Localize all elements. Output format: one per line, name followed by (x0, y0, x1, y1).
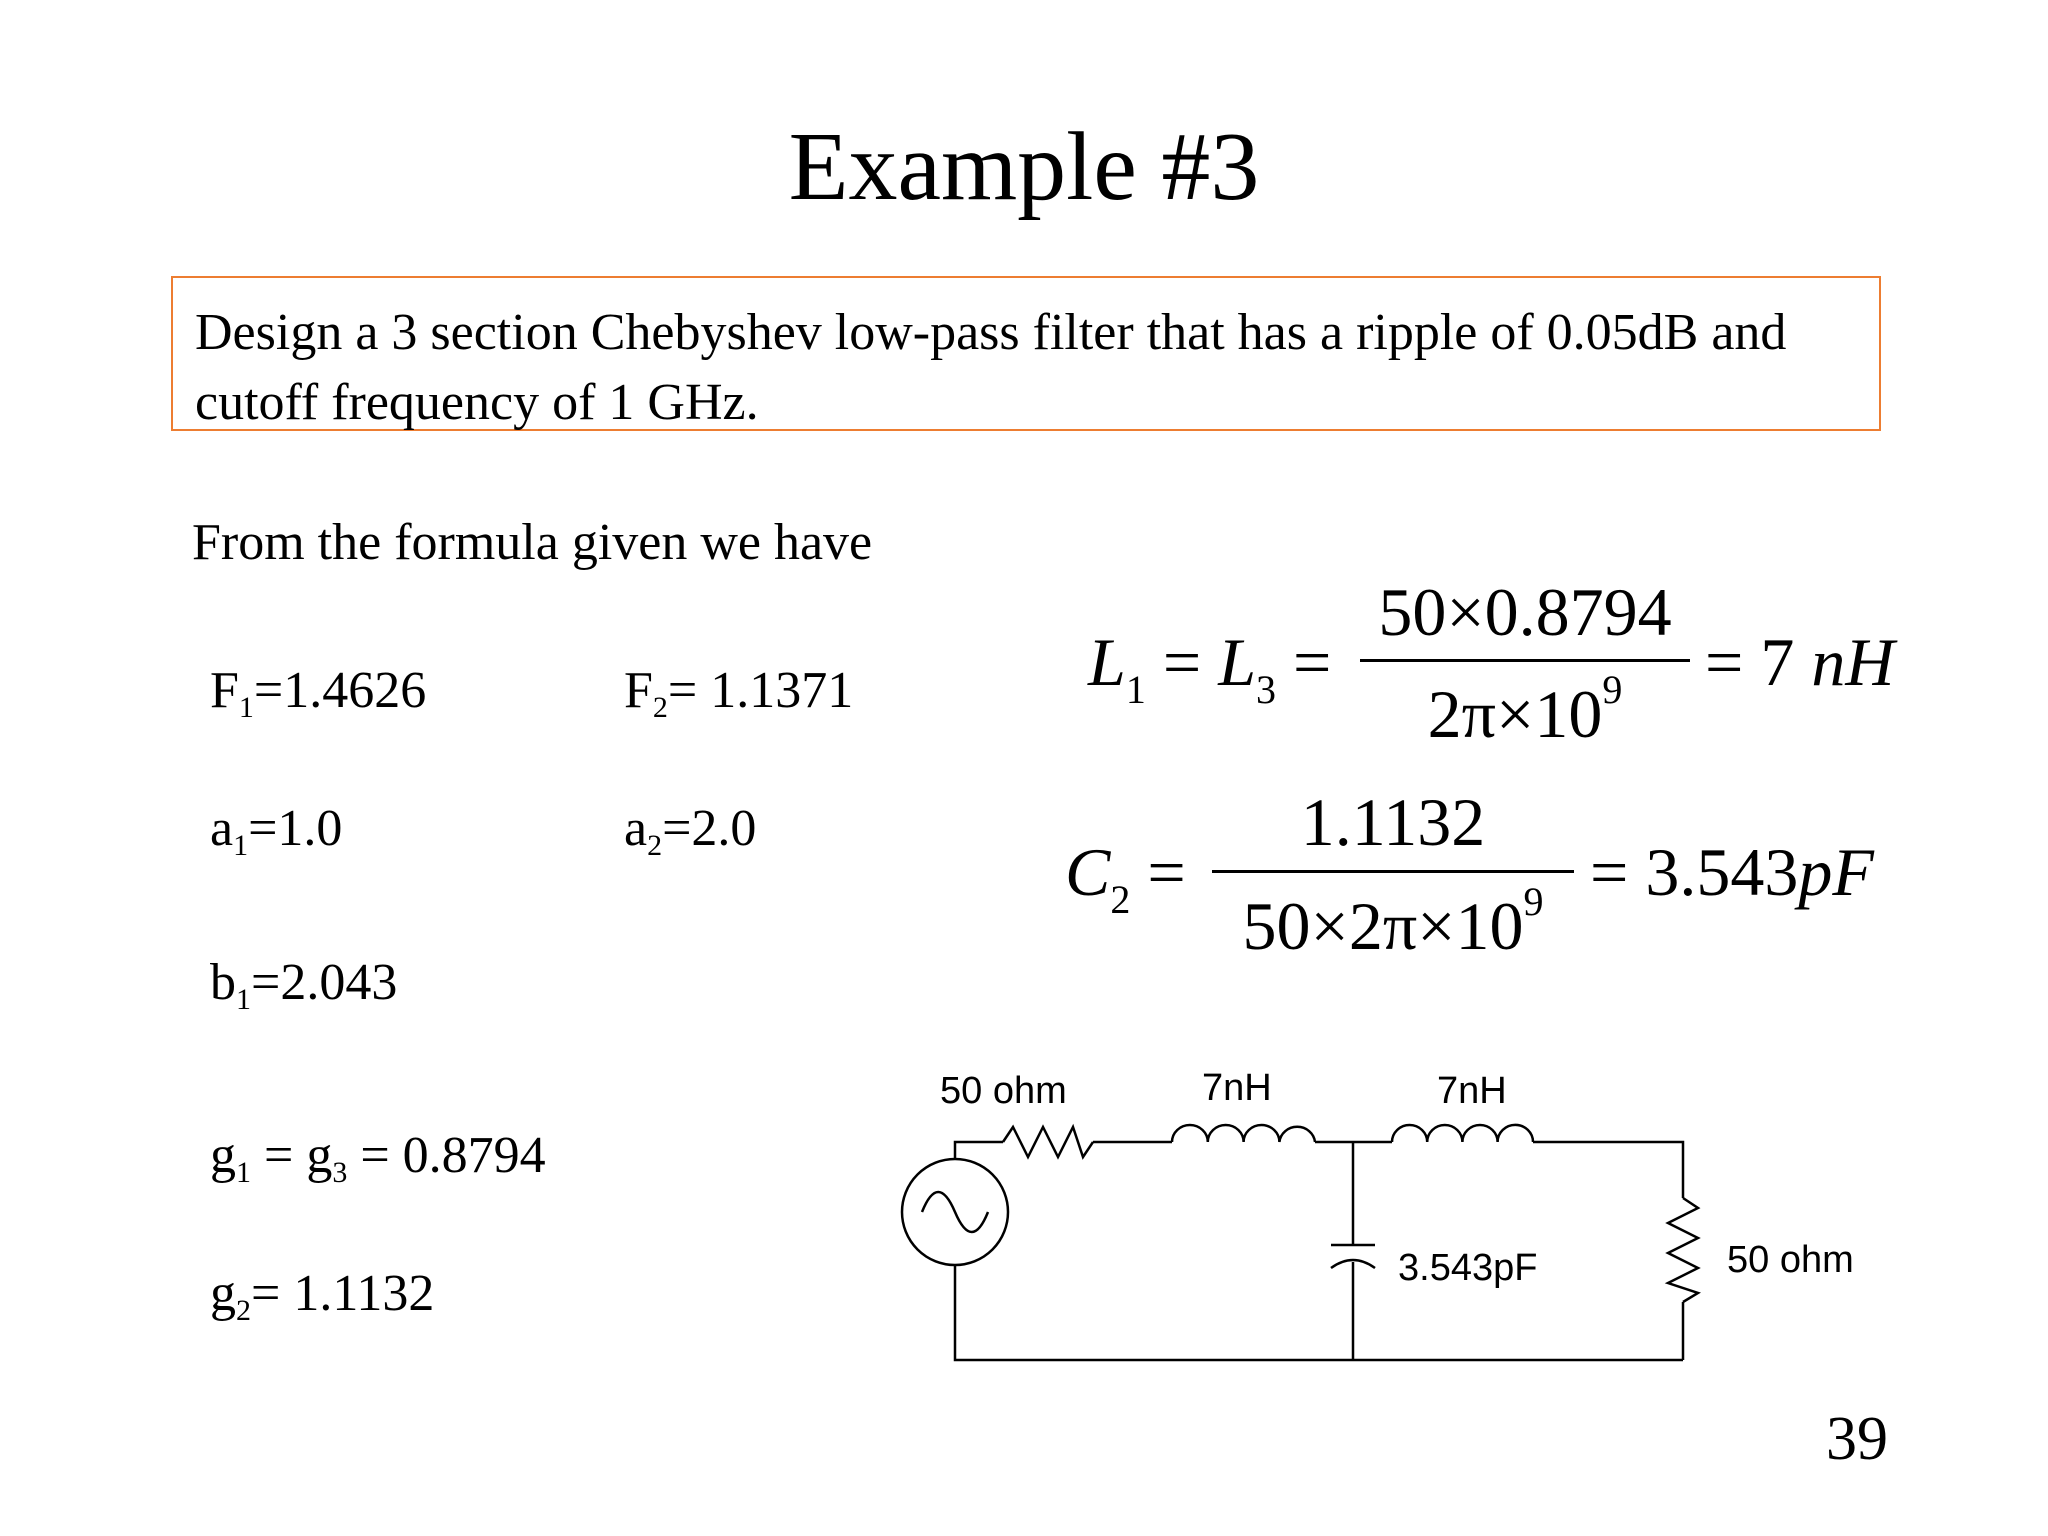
equation-L-lhs: $L_1 = L_3$ = (1088, 624, 1332, 712)
page-number: 39 (1826, 1405, 1888, 1473)
label-inductor-2: 7nH (1437, 1070, 1507, 1112)
equation-C-result: = 3.543pF (1590, 834, 1874, 910)
value-g2: $g_2= 1.1132$ (210, 1265, 435, 1327)
equation-C-denominator: $50\times 2\pi\times 10^9$ (1242, 879, 1544, 964)
resistor-zigzag (1003, 1127, 1093, 1157)
ac-source-sine (922, 1192, 988, 1232)
equation-L-result: = 7 nH (1705, 624, 1895, 700)
label-capacitor: 3.543pF (1398, 1247, 1538, 1289)
label-source-resistor: 50 ohm (940, 1070, 1067, 1112)
value-a1: $a_1=1.0$ (210, 800, 343, 862)
label-inductor-1: 7nH (1202, 1067, 1272, 1109)
value-a2: $a_2=2.0$ (624, 800, 757, 862)
value-F2: $F_2= 1.1371$ (624, 662, 854, 724)
inductor-2-coil (1392, 1125, 1533, 1142)
load-resistor-zigzag (1668, 1198, 1698, 1302)
slide-title: Example #3 (788, 113, 1260, 221)
equation-C-lhs: $C_2$ = (1065, 834, 1186, 922)
wire-top-right (1533, 1142, 1683, 1198)
value-g1-g3: $g_1 = g_3 = 0.8794$ (210, 1127, 546, 1189)
label-load-resistor: 50 ohm (1727, 1239, 1854, 1281)
intro-text: From the formula given we have (192, 514, 873, 571)
problem-text: Design a 3 section Chebyshev low-pass filter that has a ripple of 0.05dB and cutoff frequency of 1 GHz. (195, 304, 1787, 431)
wire-top-left (955, 1142, 1003, 1158)
equation-C-numerator: 1.1132 (1300, 784, 1486, 860)
equation-L-numerator: 50×0.8794 (1378, 574, 1672, 650)
wire-source-bottom (955, 1265, 1683, 1360)
inductor-1-coil (1172, 1125, 1315, 1142)
value-F1: $F_1=1.4626$ (210, 662, 427, 724)
value-b1: $b_1=2.043$ (210, 954, 398, 1016)
equation-L-denominator: $2\pi\times 10^9$ (1427, 667, 1623, 752)
